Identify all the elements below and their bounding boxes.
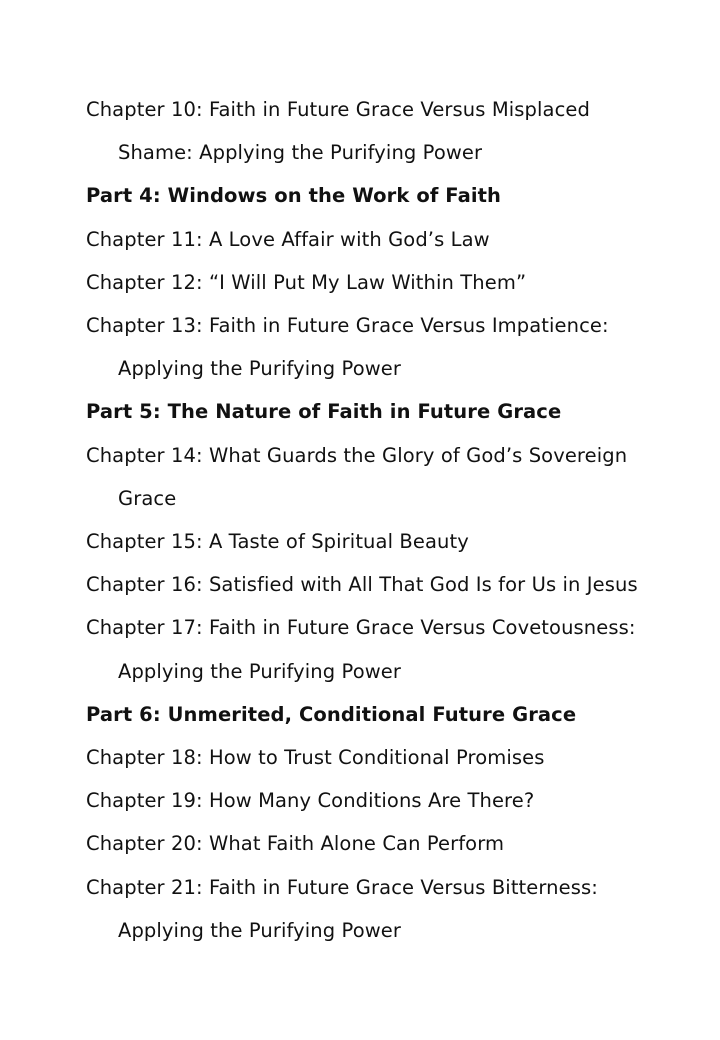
- toc-line: Chapter 21: Faith in Future Grace Versus Bitterness:: [86, 875, 598, 899]
- table-of-contents: [86, 88, 686, 952]
- toc-part-heading: Part 6: Unmerited, Conditional Future Grace: [86, 702, 577, 726]
- toc-line: Chapter 20: What Faith Alone Can Perform: [86, 832, 505, 856]
- toc-part-heading: Part 5: The Nature of Faith in Future Grace: [86, 400, 562, 424]
- toc-chapter-18: [86, 736, 686, 779]
- toc-line-continued: Grace: [118, 486, 177, 510]
- toc-chapter-10: [86, 88, 686, 174]
- toc-line: Chapter 19: How Many Conditions Are There?: [86, 789, 535, 813]
- toc-chapter-19: [86, 779, 686, 822]
- toc-line: Chapter 15: A Taste of Spiritual Beauty: [86, 530, 469, 554]
- toc-chapter-11: [86, 218, 686, 261]
- toc-part-6: [86, 693, 686, 736]
- toc-line-continued: Applying the Purifying Power: [118, 357, 401, 381]
- toc-line: Chapter 16: Satisfied with All That God Is for Us in Jesus: [86, 573, 638, 597]
- toc-chapter-20: [86, 822, 686, 865]
- toc-line: Chapter 11: A Love Affair with God’s Law: [86, 227, 490, 251]
- toc-chapter-14: [86, 434, 686, 520]
- toc-chapter-12: [86, 261, 686, 304]
- toc-line: Chapter 13: Faith in Future Grace Versus Impatience:: [86, 314, 609, 338]
- toc-line-continued: Applying the Purifying Power: [118, 659, 401, 683]
- toc-chapter-21: [86, 866, 686, 952]
- toc-line: Chapter 17: Faith in Future Grace Versus Covetousness:: [86, 616, 636, 640]
- toc-line: Chapter 14: What Guards the Glory of God’s Sovereign: [86, 443, 628, 467]
- toc-chapter-15: [86, 520, 686, 563]
- toc-part-heading: Part 4: Windows on the Work of Faith: [86, 184, 502, 208]
- toc-line: Chapter 12: “I Will Put My Law Within Them”: [86, 270, 527, 294]
- toc-line-continued: Shame: Applying the Purifying Power: [118, 141, 483, 165]
- toc-chapter-13: [86, 304, 686, 390]
- toc-part-5: [86, 390, 686, 433]
- toc-line: Chapter 18: How to Trust Conditional Promises: [86, 746, 545, 770]
- toc-part-4: [86, 174, 686, 217]
- toc-chapter-16: [86, 563, 686, 606]
- toc-line: Chapter 10: Faith in Future Grace Versus Misplaced: [86, 98, 590, 121]
- toc-line-continued: Applying the Purifying Power: [118, 918, 401, 942]
- toc-chapter-17: [86, 606, 686, 692]
